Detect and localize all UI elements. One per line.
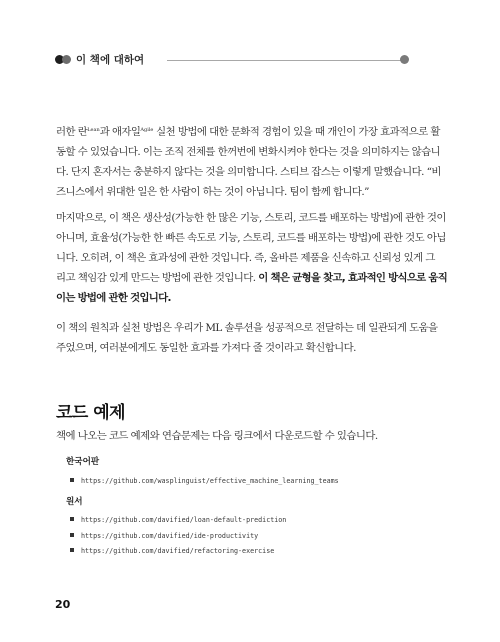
page-number: 20 bbox=[55, 598, 71, 611]
header-dot-icon bbox=[62, 55, 71, 64]
link-item[interactable] bbox=[70, 532, 258, 540]
bullet-icon bbox=[70, 517, 74, 521]
text-line: 이 책의 원칙과 실천 방법은 우리가 ML 솔루션을 성공적으로 전달하는 데 일관되게 도움을 bbox=[56, 322, 438, 334]
text-line: 책에 나오는 코드 예제와 연습문제는 다음 링크에서 다운로드할 수 있습니다. bbox=[56, 430, 378, 442]
text-line: 주었으며, 여러분에게도 동일한 효과를 가져다 줄 것이라고 확신합니다. bbox=[56, 342, 356, 354]
paragraph-2 bbox=[56, 208, 448, 308]
running-header bbox=[55, 54, 409, 66]
link-item[interactable] bbox=[70, 477, 339, 485]
link-item[interactable] bbox=[70, 516, 286, 524]
text-line: 니다. 오히려, 이 책은 효과성에 관한 것입니다. 즉, 올바른 제품을 신속하고 신뢰성 있게 그 bbox=[56, 252, 435, 264]
bullet-icon bbox=[70, 478, 74, 482]
emphasis-text: 이는 방법에 관한 것입니다. bbox=[56, 292, 171, 304]
link-url[interactable]: https://github.com/davified/ide-productivity bbox=[81, 532, 259, 540]
section-heading: 코드 예제 bbox=[56, 403, 126, 423]
text-line: 러한 란$^{Lean}$과 애자일$^{Agile}$ 실천 방법에 대한 문화적 경험이 있을 때 개인이 가장 효과적으로 활 bbox=[56, 126, 440, 138]
link-url[interactable]: https://github.com/wasplinguist/effective_machine_learning_teams bbox=[81, 477, 339, 485]
chapter-title: 이 책에 대하여 bbox=[76, 54, 145, 66]
text-line: 아니며, 효율성(가능한 한 빠른 속도로 기능, 스토리, 코드를 배포하는 방법)에 관한 것도 아닙 bbox=[56, 232, 446, 244]
paragraph-1 bbox=[56, 120, 441, 202]
text-line: 리고 책임감 있게 만드는 방법에 관한 것입니다. 이 책은 균형을 찾고, 효과적인 방식으로 움직 bbox=[56, 272, 448, 284]
text-line: 마지막으로, 이 책은 생산성(가능한 한 많은 기능, 스토리, 코드를 배포하는 방법)에 관한 것이 bbox=[56, 212, 446, 224]
section-intro bbox=[56, 426, 416, 446]
text-line: 동할 수 있었습니다. 이는 조직 전체를 한꺼번에 변화시켜야 한다는 것을 의미하지는 않습니 bbox=[56, 146, 441, 158]
korean-edition-label: 한국어판 bbox=[66, 457, 100, 467]
bullet-icon bbox=[70, 533, 74, 537]
superscript: Lean bbox=[87, 127, 100, 133]
text-line: 즈니스에서 위대한 일은 한 사람이 하는 것이 아닙니다. 팀이 함께 합니다.” bbox=[56, 186, 369, 198]
link-url[interactable]: https://github.com/davified/loan-default-prediction bbox=[81, 516, 287, 524]
emphasis-text: 이 책은 균형을 찾고, 효과적인 방식으로 움직 bbox=[258, 272, 448, 284]
paragraph-3 bbox=[56, 318, 438, 358]
bullet-icon bbox=[70, 548, 74, 552]
header-rule bbox=[167, 60, 401, 61]
original-edition-label: 원서 bbox=[66, 497, 83, 507]
link-url[interactable]: https://github.com/davified/refactoring-exercise bbox=[81, 547, 275, 555]
text-line: 다. 단지 혼자서는 충분하지 않다는 것을 의미합니다. 스티브 잡스는 이렇게 말했습니다. “비 bbox=[56, 166, 441, 178]
superscript: Agile bbox=[140, 127, 154, 133]
link-item[interactable] bbox=[70, 547, 274, 555]
header-end-dot-icon bbox=[400, 55, 409, 64]
